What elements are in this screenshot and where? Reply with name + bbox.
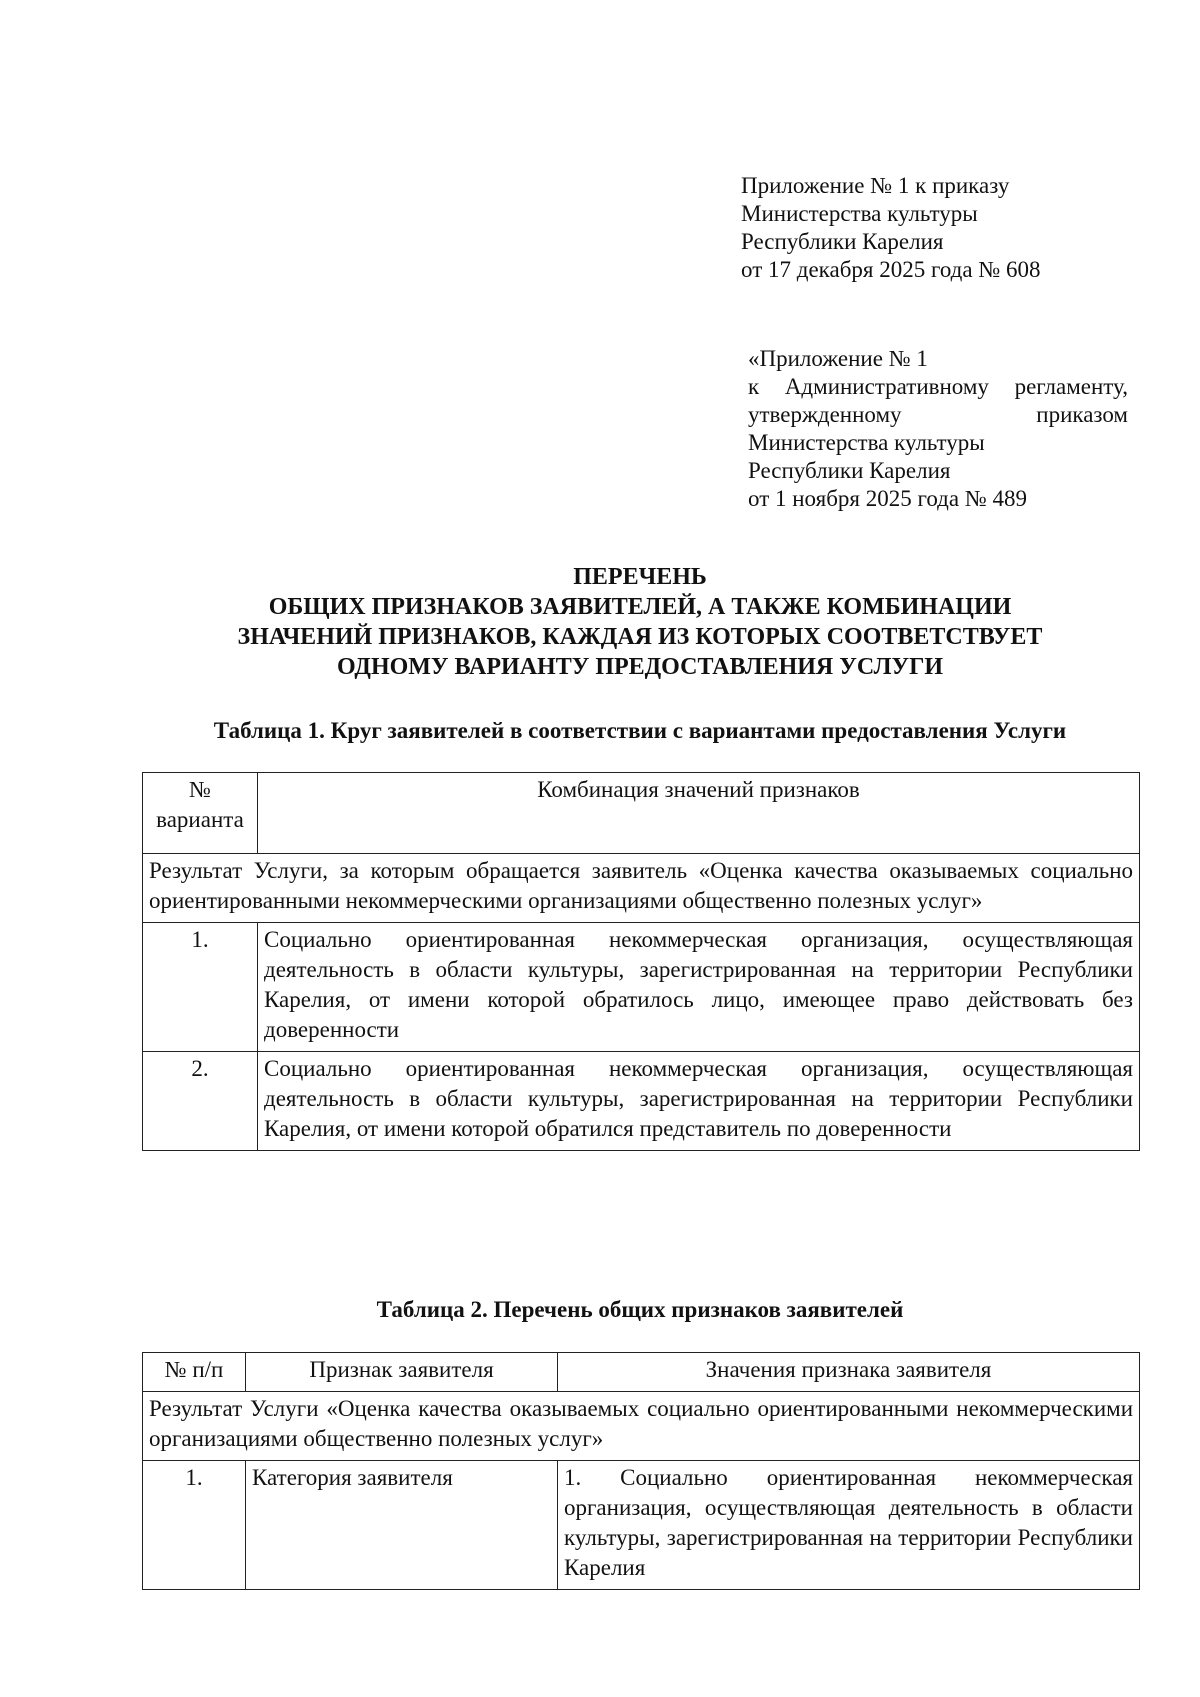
document-title-line: ЗНАЧЕНИЙ ПРИЗНАКОВ, КАЖДАЯ ИЗ КОТОРЫХ СООТВЕТСТВУЕТ <box>237 624 1043 650</box>
table-header-row <box>143 773 1140 854</box>
variant-number-cell: 2. <box>143 1052 258 1151</box>
applicants-variants-table <box>142 772 1140 1151</box>
appendix-order-line: Министерства культуры <box>741 201 978 226</box>
appendix-regulation-reference <box>748 345 1128 513</box>
variant-number-header-line: варианта <box>156 807 244 832</box>
variant-number-cell: 1. <box>143 923 258 1052</box>
appendix-regulation-line: от 1 ноября 2025 года № 489 <box>748 486 1028 511</box>
variant-combination-cell: Социально ориентированная некоммерческая организация, осуществляющая деятельность в области культуры, зарегистрированная на территории Республики Карелия, от имени которой обратился представитель по доверенности <box>258 1052 1140 1151</box>
attribute-cell: Категория заявителя <box>246 1461 558 1590</box>
appendix-regulation-line: Республики Карелия <box>748 458 951 483</box>
appendix-order-reference <box>741 172 1041 284</box>
table2-caption: Таблица 2. Перечень общих признаков заявителей <box>376 1297 904 1322</box>
table1-caption: Таблица 1. Круг заявителей в соответствии с вариантами предоставления Услуги <box>213 718 1067 743</box>
variant-number-header <box>143 773 258 854</box>
attribute-header: Признак заявителя <box>246 1353 558 1392</box>
appendix-order-line: Приложение № 1 к приказу <box>741 173 1010 198</box>
variant-combination-cell: Социально ориентированная некоммерческая организация, осуществляющая деятельность в области культуры, зарегистрированная на территории Республики Карелия, от имени которой обратилось лицо, имеющее право действовать без доверенности <box>258 923 1140 1052</box>
row-number-header: № п/п <box>143 1353 246 1392</box>
table-header-row <box>143 1353 1140 1392</box>
applicant-attributes-table <box>142 1352 1140 1590</box>
table-row <box>143 1052 1140 1151</box>
service-result-section: Результат Услуги «Оценка качества оказываемых социально ориентированными некоммерческими организациями общественно полезных услуг» <box>143 1392 1140 1461</box>
document-title <box>0 562 1200 682</box>
attribute-values-cell: 1. Социально ориентированная некоммерческая организация, осуществляющая деятельность в области культуры, зарегистрированная на территории Республики Карелия <box>558 1461 1140 1590</box>
document-title-line: ОБЩИХ ПРИЗНАКОВ ЗАЯВИТЕЛЕЙ, А ТАКЖЕ КОМБИНАЦИИ <box>268 594 1012 620</box>
table-section-row <box>143 1392 1140 1461</box>
attribute-values-header: Значения признака заявителя <box>558 1353 1140 1392</box>
appendix-order-line: от 17 декабря 2025 года № 608 <box>741 257 1041 282</box>
combination-header: Комбинация значений признаков <box>258 773 1140 854</box>
document-title-line: ПЕРЕЧЕНЬ <box>573 564 707 590</box>
table-row <box>143 1461 1140 1590</box>
appendix-regulation-line: утвержденному приказом <box>748 402 1128 427</box>
appendix-regulation-line: к Административному регламенту, <box>748 374 1128 399</box>
service-result-section: Результат Услуги, за которым обращается заявитель «Оценка качества оказываемых социально ориентированными некоммерческими организациями общественно полезных услуг» <box>143 854 1140 923</box>
appendix-regulation-line: Министерства культуры <box>748 430 985 455</box>
appendix-regulation-line: «Приложение № 1 <box>748 346 928 371</box>
document-title-line: ОДНОМУ ВАРИАНТУ ПРЕДОСТАВЛЕНИЯ УСЛУГИ <box>336 654 944 680</box>
table-section-row <box>143 854 1140 923</box>
variant-number-header-line: № <box>189 777 211 802</box>
appendix-order-line: Республики Карелия <box>741 229 944 254</box>
table-row <box>143 923 1140 1052</box>
row-number-cell: 1. <box>143 1461 246 1590</box>
